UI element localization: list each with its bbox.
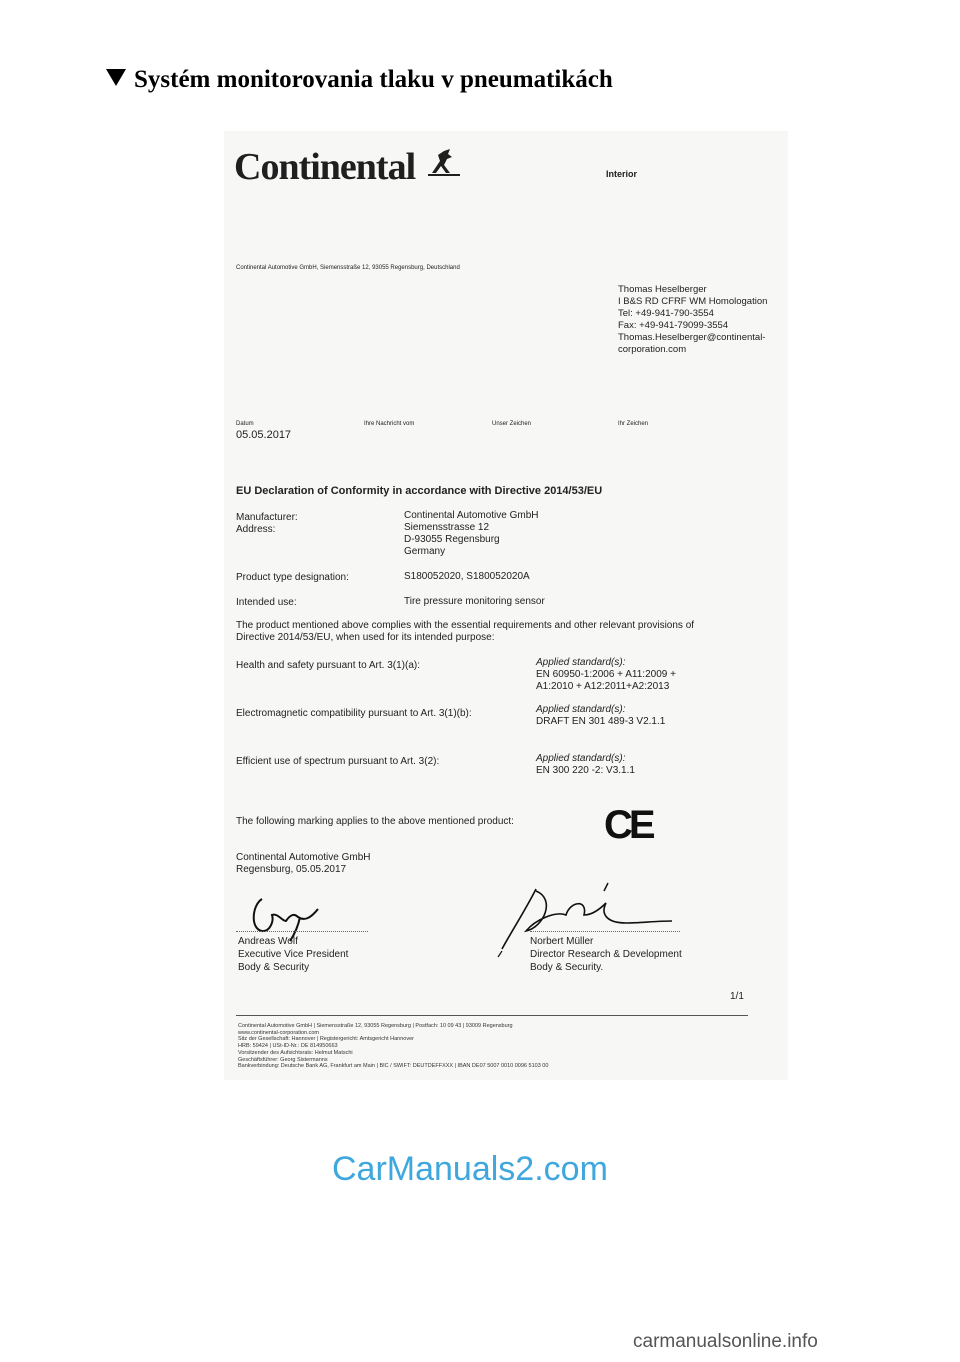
contact-line: corporation.com xyxy=(618,344,687,355)
signature-right-icon xyxy=(496,879,676,959)
place-line: Regensburg, 05.05.2017 xyxy=(236,864,347,875)
requirement-label: Electromagnetic compatibility pursuant to Art. 3(1)(b): xyxy=(236,708,472,719)
contact-line: Thomas Heselberger xyxy=(618,284,707,295)
horse-logo-icon xyxy=(428,147,460,177)
triangle-down-icon xyxy=(106,69,126,86)
contact-line: I B&S RD CFRF WM Homologation xyxy=(618,296,768,307)
product-label: Product type designation: xyxy=(236,572,349,583)
letter-date: 05.05.2017 xyxy=(236,429,292,441)
compliance-text: Directive 2014/53/EU, when used for its intended purpose: xyxy=(236,632,495,643)
signatory-right-line: Director Research & Development xyxy=(530,949,682,960)
footer-line: Geschäftsführer: Georg Sistermanns xyxy=(238,1056,328,1063)
ref-label-ihr-zeichen: Ihr Zeichen xyxy=(618,421,649,427)
page-number: 1/1 xyxy=(730,991,744,1002)
requirement-standard: EN 300 220 -2: V3.1.1 xyxy=(536,765,635,776)
requirement-standard: DRAFT EN 301 489-3 V2.1.1 xyxy=(536,716,666,727)
declaration-scan xyxy=(224,131,788,1080)
requirement-heading: Applied standard(s): xyxy=(536,753,626,764)
footer-line: Vorsitzender des Aufsichtsrats: Helmut Matschi xyxy=(238,1049,353,1056)
place-line: Continental Automotive GmbH xyxy=(236,852,371,863)
signatory-left-line: Andreas Wolf xyxy=(238,936,298,947)
product-value: S180052020, S180052020A xyxy=(404,571,530,582)
signatory-left-line: Body & Security xyxy=(238,962,310,973)
signatory-left-line: Executive Vice President xyxy=(238,949,349,960)
footer-line: www.continental-corporation.com xyxy=(238,1029,320,1036)
marking-text: The following marking applies to the above mentioned product: xyxy=(236,816,514,827)
division-label: Interior xyxy=(606,169,638,179)
requirement-standard: A1:2010 + A12:2011+A2:2013 xyxy=(536,681,670,692)
footer-line: Continental Automotive GmbH | Siemensstraße 12, 93055 Regensburg | Postfach: 10 09 43 | 93009 Regensburg xyxy=(238,1023,513,1029)
contact-line: Tel: +49-941-790-3554 xyxy=(618,308,714,319)
site-url[interactable]: carmanualsonline.info xyxy=(633,1331,818,1352)
address-label: Address: xyxy=(236,524,276,535)
declaration-title: EU Declaration of Conformity in accordance with Directive 2014/53/EU xyxy=(236,485,603,497)
signatory-right-line: Norbert Müller xyxy=(530,936,594,947)
footer-line: Sitz der Gesellschaft: Hannover | Registergericht: Amtsgericht Hannover xyxy=(238,1036,414,1043)
contact-line: Thomas.Heselberger@continental- xyxy=(618,332,766,343)
footer-block xyxy=(238,1023,548,1070)
sender-line: Continental Automotive GmbH, Siemensstraße 12, 93055 Regensburg, Deutschland xyxy=(236,265,460,271)
continental-logo: Continental xyxy=(234,146,416,188)
ref-label-datum: Datum xyxy=(236,421,254,427)
manufacturer-label: Manufacturer: xyxy=(236,512,298,523)
address-line: Siemensstrasse 12 xyxy=(404,522,490,533)
requirement-heading: Applied standard(s): xyxy=(536,657,626,668)
compliance-text: The product mentioned above complies with the essential requirements and other relevant provisions of xyxy=(236,620,695,631)
ref-label-unser-zeichen: Unser Zeichen xyxy=(492,421,532,427)
ce-mark: CE xyxy=(604,803,652,847)
footer-divider xyxy=(236,1015,748,1016)
footer-line: Bankverbindung: Deutsche Bank AG, Frankfurt am Main | BIC / SWIFT: DEUTDEFFXXX | IBAN DE07 5007 0010 0096 5103 00 xyxy=(238,1063,549,1070)
ref-label-ihre-nachricht: Ihre Nachricht vom xyxy=(364,421,415,427)
requirement-heading: Applied standard(s): xyxy=(536,704,626,715)
address-line: Germany xyxy=(404,546,446,557)
address-line: D-93055 Regensburg xyxy=(404,534,500,545)
requirement-label: Efficient use of spectrum pursuant to Art. 3(2): xyxy=(236,756,440,767)
section-heading xyxy=(106,66,613,94)
watermark-text: CarManuals2.com xyxy=(332,1150,608,1188)
address-line: Continental Automotive GmbH xyxy=(404,510,539,521)
requirement-label: Health and safety pursuant to Art. 3(1)(a): xyxy=(236,660,420,671)
intended-use-value: Tire pressure monitoring sensor xyxy=(404,596,545,607)
footer-line: HRB: 59424 | USt-ID-Nr.: DE 814950663 xyxy=(238,1043,338,1050)
requirement-standard: EN 60950-1:2006 + A11:2009 + xyxy=(536,669,676,680)
signatory-right-line: Body & Security. xyxy=(530,962,604,973)
section-heading-text: Systém monitorovania tlaku v pneumatikách xyxy=(134,66,613,93)
intended-use-label: Intended use: xyxy=(236,597,297,608)
contact-line: Fax: +49-941-79099-3554 xyxy=(618,320,729,331)
